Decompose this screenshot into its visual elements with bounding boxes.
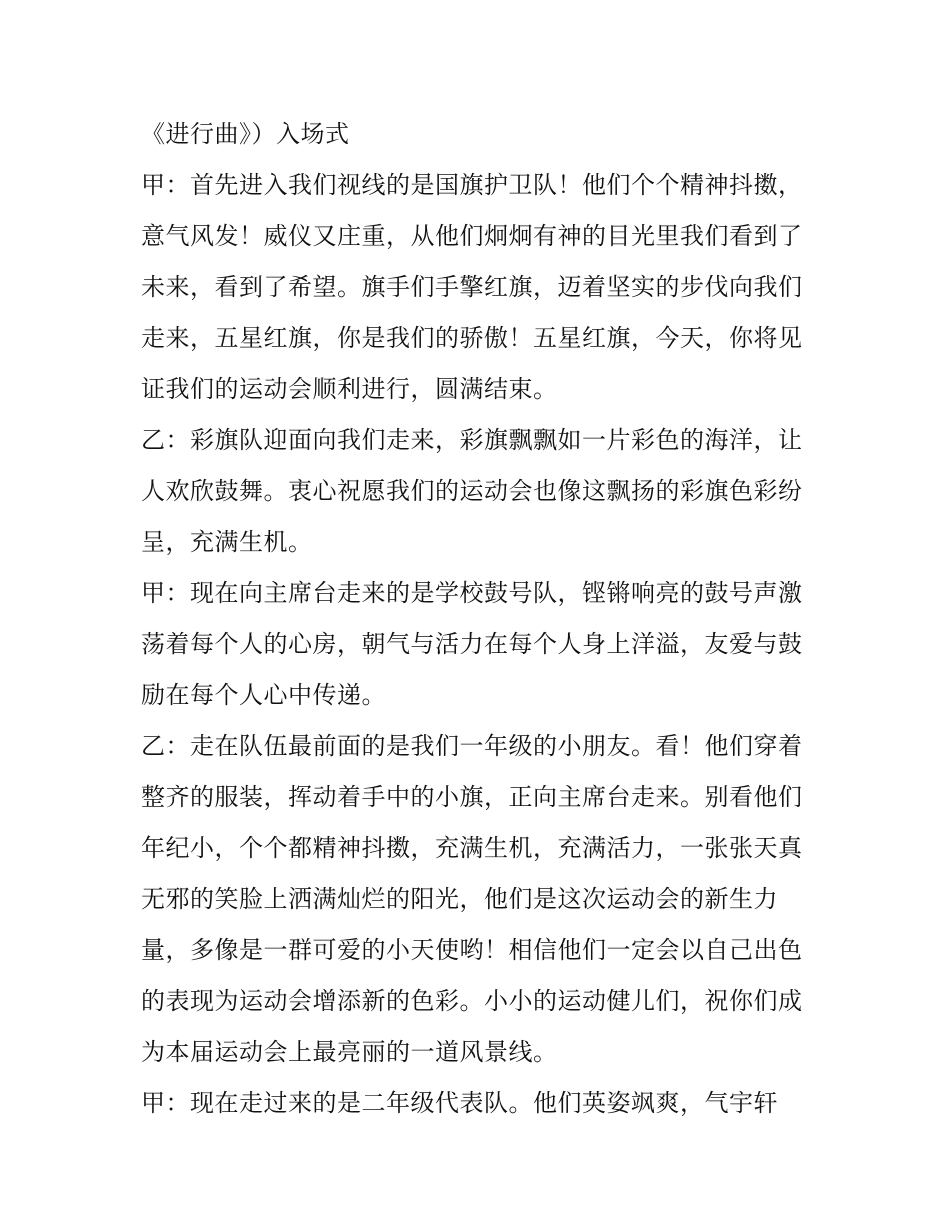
text-line: 量，多像是一群可爱的小天使哟！相信他们一定会以自己出色 bbox=[141, 936, 803, 964]
text-line: 意气风发！威仪又庄重，从他们炯炯有神的目光里我们看到了 bbox=[141, 222, 803, 250]
text-line: 乙：走在队伍最前面的是我们一年级的小朋友。看！他们穿着 bbox=[141, 732, 803, 760]
text-line: 为本届运动会上最亮丽的一道风景线。 bbox=[141, 1038, 558, 1066]
text-line: 荡着每个人的心房，朝气与活力在每个人身上洋溢，友爱与鼓 bbox=[141, 630, 803, 658]
document-body bbox=[141, 109, 821, 1129]
text-line: 乙：彩旗队迎面向我们走来，彩旗飘飘如一片彩色的海洋，让 bbox=[141, 426, 803, 454]
text-line: 未来，看到了希望。旗手们手擎红旗，迈着坚实的步伐向我们 bbox=[141, 273, 803, 301]
text-line: 整齐的服装，挥动着手中的小旗，正向主席台走来。别看他们 bbox=[141, 783, 803, 811]
text-line: 呈，充满生机。 bbox=[141, 528, 313, 556]
text-line: 人欢欣鼓舞。衷心祝愿我们的运动会也像这飘扬的彩旗色彩纷 bbox=[141, 477, 803, 505]
text-line: 甲：现在向主席台走来的是学校鼓号队，铿锵响亮的鼓号声激 bbox=[141, 579, 803, 607]
text-line: 《进行曲》）入场式 bbox=[141, 120, 350, 148]
text-line: 证我们的运动会顺利进行，圆满结束。 bbox=[141, 375, 558, 403]
text-line: 无邪的笑脸上洒满灿烂的阳光，他们是这次运动会的新生力 bbox=[141, 885, 778, 913]
text-line: 的表现为运动会增添新的色彩。小小的运动健儿们，祝你们成 bbox=[141, 987, 803, 1015]
text-line: 励在每个人心中传递。 bbox=[141, 681, 386, 709]
text-line: 甲：首先进入我们视线的是国旗护卫队！他们个个精神抖擞， bbox=[141, 171, 803, 199]
text-line: 走来，五星红旗，你是我们的骄傲！五星红旗，今天，你将见 bbox=[141, 324, 803, 352]
text-line: 甲：现在走过来的是二年级代表队。他们英姿飒爽，气宇轩 bbox=[141, 1089, 778, 1117]
text-line: 年纪小，个个都精神抖擞，充满生机，充满活力，一张张天真 bbox=[141, 834, 803, 862]
